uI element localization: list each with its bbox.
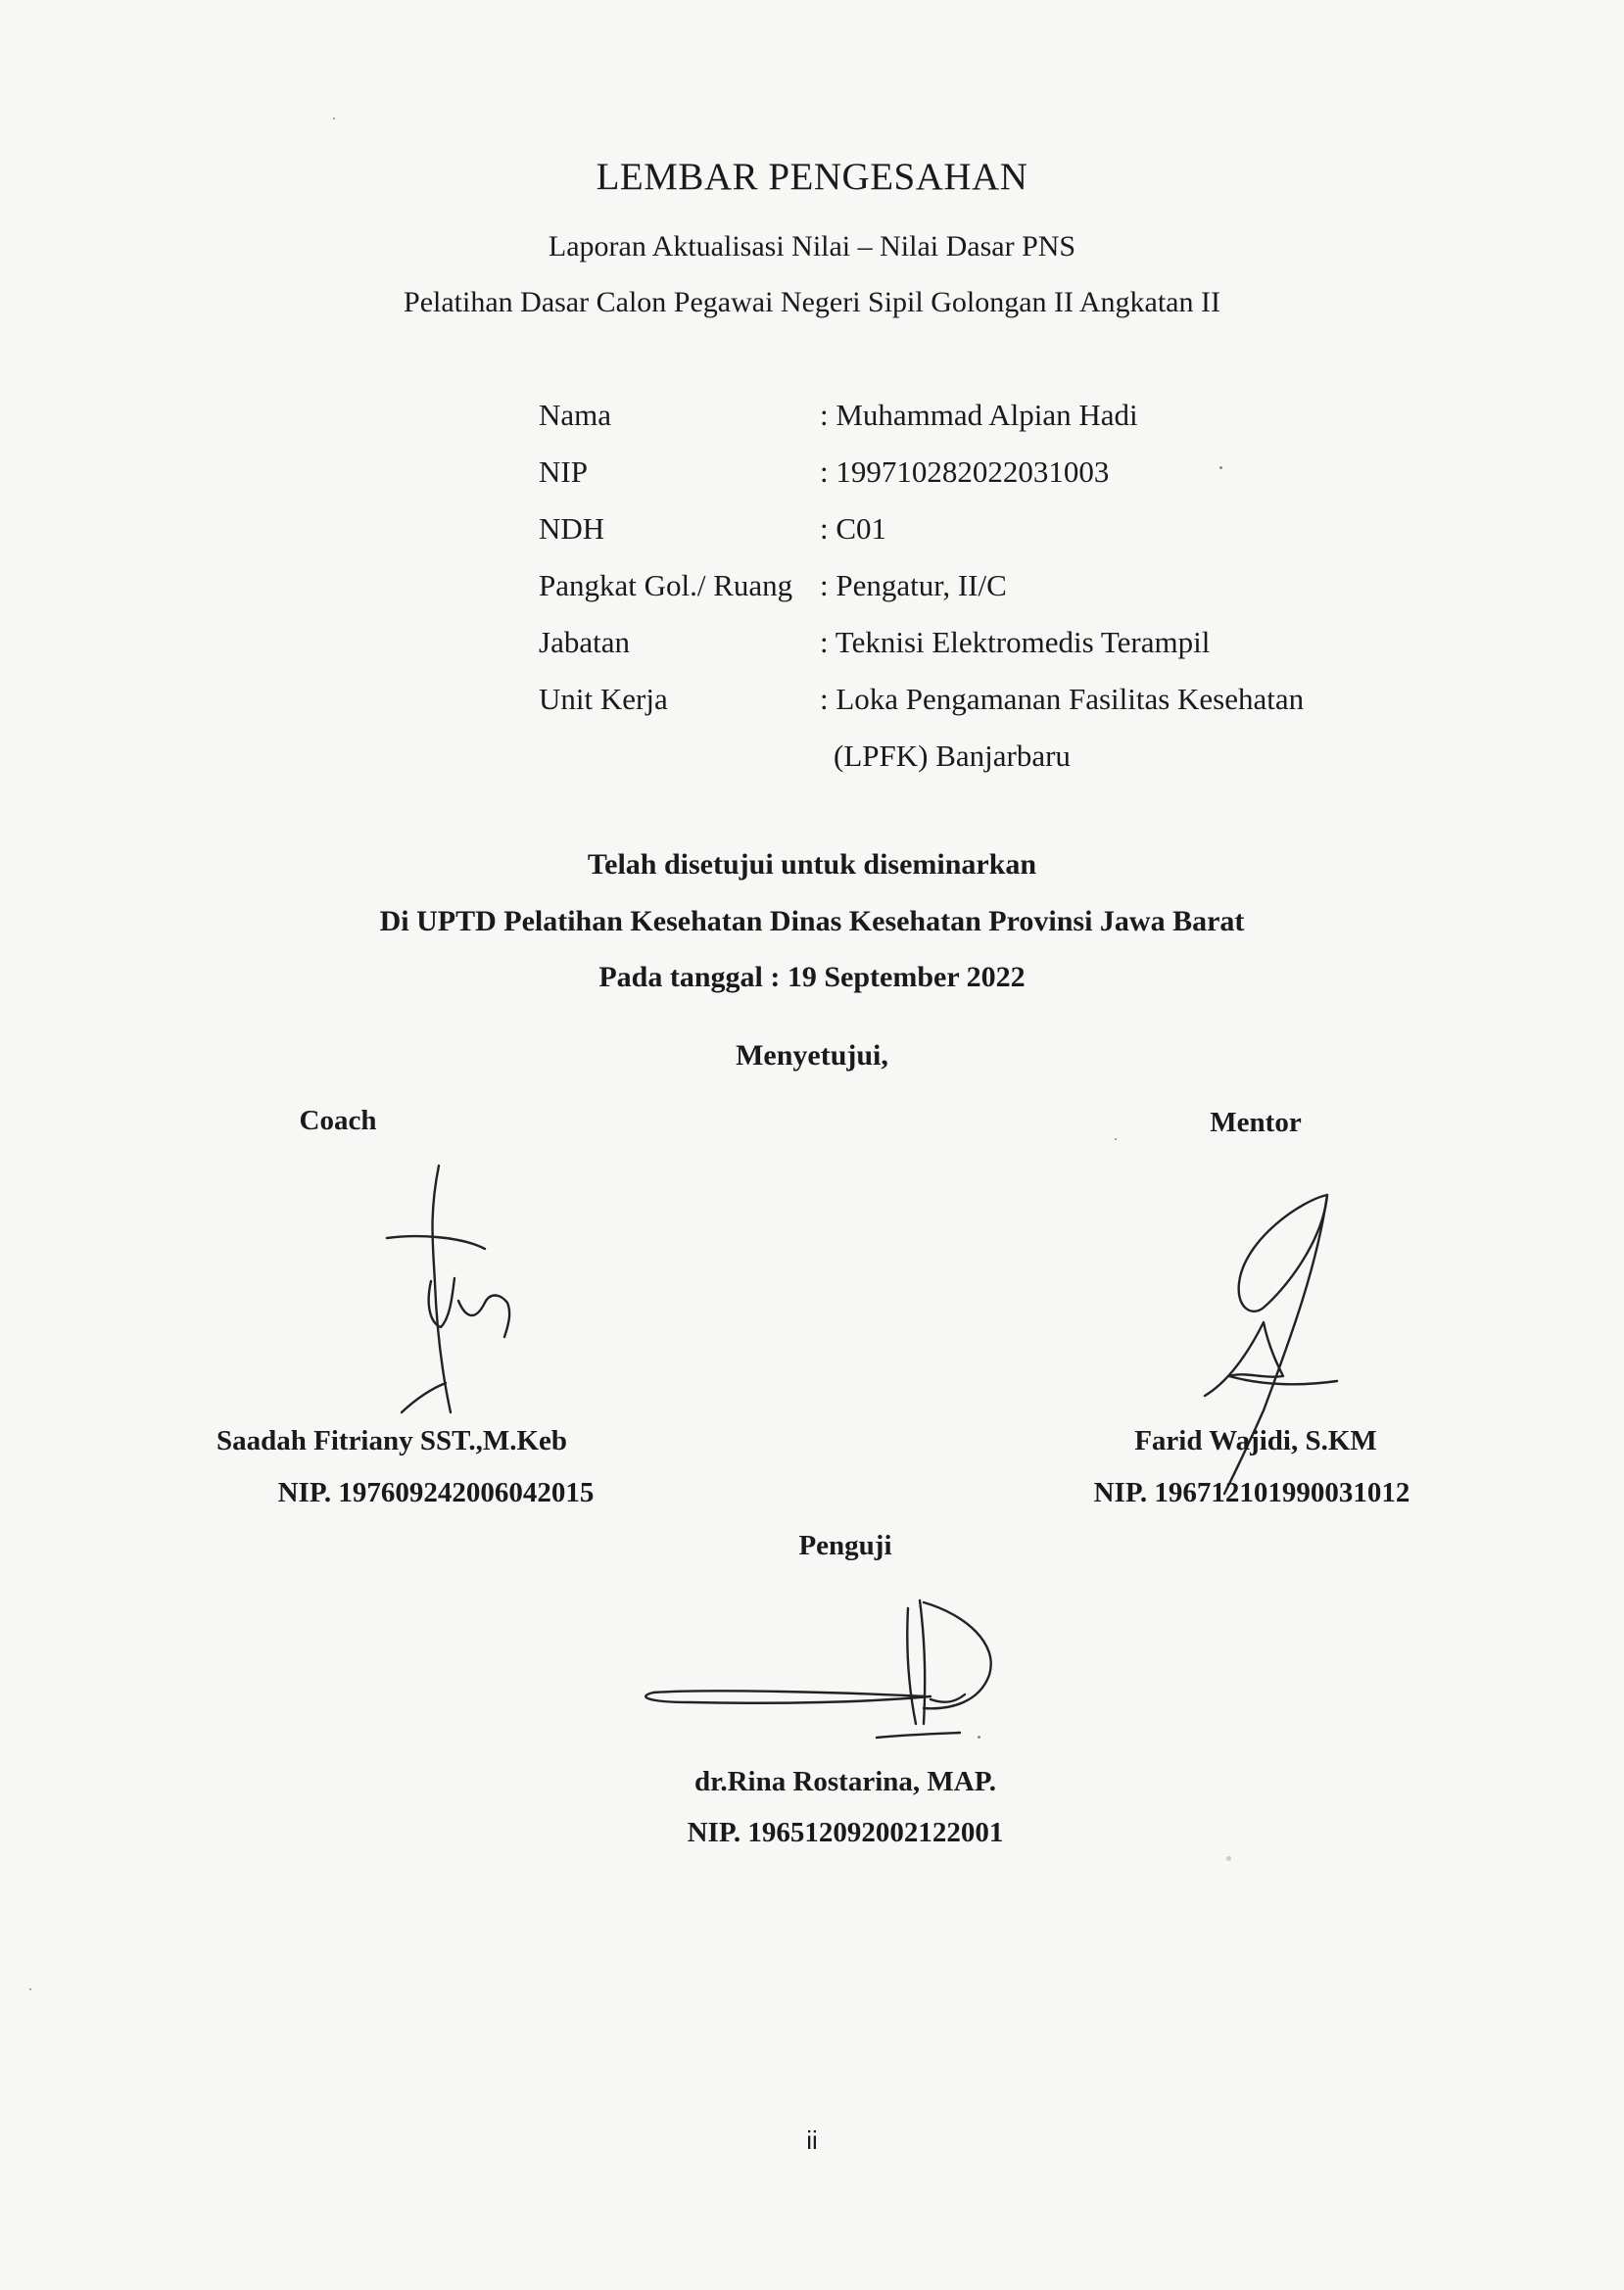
info-label-jabatan: Jabatan [539, 625, 630, 659]
coach-signature [372, 1156, 588, 1420]
info-value-nip: : 199710282022031003 [820, 454, 1110, 489]
info-value-ndh: : C01 [820, 511, 887, 546]
approval-line-1: Telah disetujui untuk diseminarkan [587, 848, 1037, 881]
info-value-nama: : Muhammad Alpian Hadi [820, 398, 1138, 432]
penguji-nip: NIP. 196512092002122001 [687, 1817, 1004, 1848]
menyetujui-label: Menyetujui, [736, 1039, 888, 1072]
info-value-pangkat: : Pengatur, II/C [820, 568, 1007, 602]
scan-speck [978, 1736, 980, 1739]
mentor-name: Farid Wajidi, S.KM [1134, 1425, 1377, 1456]
page-number: ii [806, 2125, 818, 2155]
scan-speck [1219, 466, 1222, 469]
info-value-jabatan: : Teknisi Elektromedis Terampil [820, 625, 1211, 659]
scan-speck [333, 118, 335, 119]
page-title: LEMBAR PENGESAHAN [596, 156, 1028, 198]
info-label-ndh: NDH [539, 511, 605, 546]
participant-info [539, 387, 1420, 798]
penguji-role-label: Penguji [798, 1530, 892, 1561]
penguji-signature [632, 1587, 1004, 1753]
penguji-name: dr.Rina Rostarina, MAP. [693, 1766, 997, 1797]
scan-speck [1115, 1138, 1117, 1140]
mentor-nip: NIP. 196712101990031012 [1093, 1477, 1410, 1508]
mentor-role-label: Mentor [1210, 1107, 1302, 1138]
info-label-unit-kerja: Unit Kerja [539, 682, 668, 716]
info-label-nip: NIP [539, 454, 588, 489]
coach-role-label: Coach [299, 1105, 377, 1136]
info-label-nama: Nama [539, 398, 612, 432]
info-value-unit-kerja: : Loka Pengamanan Fasilitas Kesehatan [820, 682, 1305, 716]
coach-nip: NIP. 197609242006042015 [277, 1477, 595, 1508]
approval-line-3: Pada tanggal : 19 September 2022 [598, 961, 1026, 993]
scan-speck [1226, 1856, 1231, 1861]
info-value-unit-kerja-line2: (LPFK) Banjarbaru [834, 739, 1071, 773]
scan-speck [29, 1988, 31, 1990]
report-subtitle: Laporan Aktualisasi Nilai – Nilai Dasar PNS [548, 230, 1076, 262]
approval-line-2: Di UPTD Pelatihan Kesehatan Dinas Kesehatan Provinsi Jawa Barat [379, 905, 1245, 937]
info-label-pangkat: Pangkat Gol./ Ruang [539, 568, 793, 602]
training-subtitle: Pelatihan Dasar Calon Pegawai Negeri Sipil Golongan II Angkatan II [404, 286, 1220, 318]
coach-name: Saadah Fitriany SST.,M.Keb [216, 1425, 567, 1456]
